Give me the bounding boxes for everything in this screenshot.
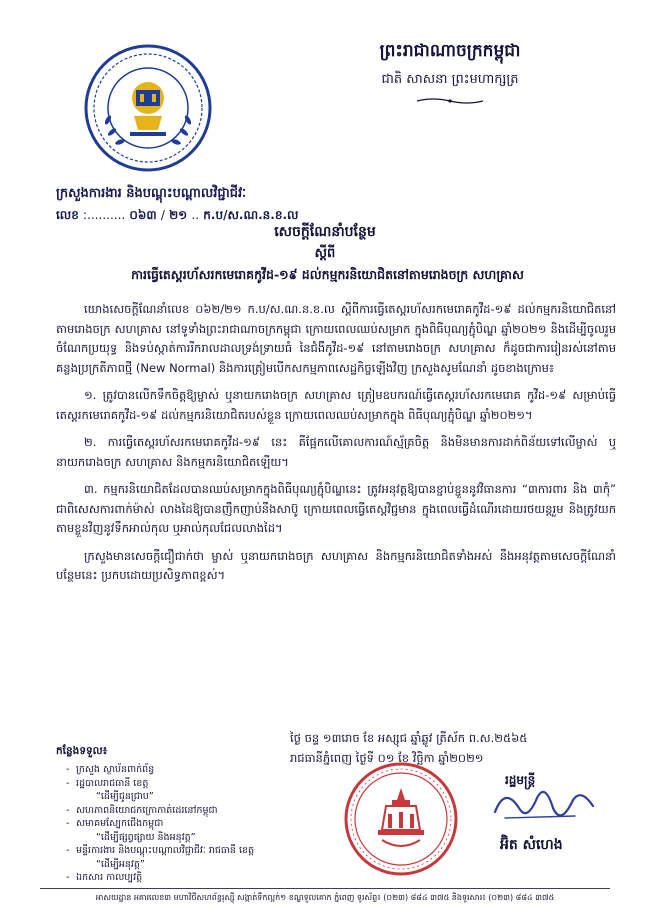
recipients-list — [56, 745, 271, 885]
body-point-3: ៣. កម្មករនិយោជិតដែលបានឈប់សម្រាកក្នុងពិធីបុណ្យភ្ជុំបិណ្ឌនេះ ត្រូវអនុវត្តឱ្យបានខ្ជាប់ខ្ជួននូវវិធានការ “៣ការពារ និង ៣កុំ” ជាពិសេសការពាក់ម៉ាស់ លាងដៃឱ្យបានញឹកញាប់នឹងសាប៊ូ ក្រោយពេលធ្វើតេស្តវិជ្ជមាន ក្នុងពេលធ្វើដំណើរដោយរថយន្តរួម និងត្រូវយកតាមខ្លួនវិញនូវទឹកអាល់កុល ឬអាល់កុលជែលលាងដៃ។ — [56, 482, 616, 535]
ref-year: ២១ — [169, 208, 188, 222]
body-intro: យោងសេចក្តីណែនាំលេខ ០៦២/២១ ក.ប/ស.ណ.ន.ខ.ល ស្តីពីការធ្វើតេស្តរហ័សរកមេរោគកូវីដ-១៩ ដល់កម្មករនិយោជិតនៅតាមរោងចក្រ សហគ្រាស នៅទូទាំងព្រះរាជាណាចក្រកម្ពុជា ក្រោយពេលឈប់សម្រាក ក្នុងពិធីបុណ្យភ្ជុំបិណ្ឌ ឆ្នាំ២០២១ និងដើម្បីចូលរួមចំណែកប្រយុទ្ធ និងទប់ស្កាត់ការរីករាលដាលទ្រង់ទ្រាយធំ នៃជំងឺកូវីដ-១៩ នៅតាមរោងចក្រ សហគ្រាស ក៏ដូចជាការរៀនរស់នៅតាមគន្លងប្រក្រតីភាពថ្មី (New Normal) និងការត្រៀមបើកសកម្មភាពសេដ្ឋកិច្ចឡើងវិញ ក្រសួងសូមណែនាំ ដូចខាងក្រោម៖ — [56, 302, 616, 375]
list-item: - មន្ទីរការងារ និងបណ្តុះបណ្តាលវិជ្ជាជីវៈ រាជធានី ខេត្ត “ដើម្បីអនុវត្ត” — [66, 845, 255, 870]
list-item: - សមាគមស្បែកជើងកម្ពុជា “ដើម្បីផ្សព្វផ្សាយ និងអនុវត្ត” — [66, 818, 196, 843]
ornament-divider-icon — [415, 97, 485, 105]
ref-label: លេខ — [56, 208, 79, 222]
body-point-1: ១. ត្រូវបានលើកទឹកចិត្តឱ្យម្ចាស់ ឬនាយករោងចក្រ សហគ្រាស ត្រៀមឧបករណ៍ធ្វើតេស្តរហ័សរកមេរោគ កូវីដ-១៩ សម្រាប់ធ្វើតេស្តរកមេរោគកូវីដ-១៩ ដល់កម្មករនិយោជិតរបស់ខ្លួន ក្រោយពេលឈប់សម្រាកក្នុង ពិធីបុណ្យភ្ជុំបិណ្ឌ ឆ្នាំ២០២១។ — [56, 388, 616, 422]
national-motto: ជាតិ សាសនា ព្រះមហាក្សត្រ — [381, 72, 519, 87]
ref-suffix: ក.ប/ស.ណ.ន.ខ.ល — [203, 208, 299, 222]
ministry-name: ក្រសួងការងារ និងបណ្តុះបណ្តាលវិជ្ជាជីវៈ — [56, 186, 247, 201]
signer-title: រដ្ឋមន្ត្រី — [505, 773, 536, 787]
body-point-2: ២. ការធ្វើតេស្តរហ័សរកមេរោគកូវីដ-១៩ នេះ គឺផ្អែកលើគោលការណ៍ស្ម័គ្រចិត្ត និងមិនមានការដាក់ពិន័យទៅលើម្ចាស់ ឬនាយករោងចក្រ សហគ្រាស និងកម្មករនិយោជិតឡើយ។ — [56, 435, 616, 469]
body-closing: ក្រសួងមានសេចក្តីជឿជាក់ថា ម្ចាស់ ឬនាយករោងចក្រ សហគ្រាស និងកម្មករនិយោជិតទាំងអស់ នឹងអនុវត្តតាមសេចក្តីណែនាំបន្ថែមនេះ ប្រកបដោយប្រសិទ្ធភាពខ្ពស់។ — [56, 548, 616, 582]
list-item: - សហភាពនិយោជកក្រោកាត់ដេរនៅកម្ពុជា — [66, 804, 218, 816]
list-item: - ក្រសួង ស្ថាប័នពាក់ព័ន្ធ — [66, 764, 155, 775]
list-item: - រដ្ឋបាលរាជធានី ខេត្ត “ដើម្បីជូនជ្រាប” — [66, 777, 154, 802]
ref-number: ០៦៣ — [129, 208, 157, 222]
official-stamp-icon — [342, 760, 460, 878]
document-type: សេចក្តីណែនាំបន្ថែម — [274, 224, 376, 240]
document-subject: ការធ្វើតេស្តរហ័សរកមេរោគកូវីដ-១៩ ដល់កម្មករនិយោជិតនៅតាមរោងចក្រ សហគ្រាស — [131, 267, 524, 282]
document-about: ស្តីពី — [314, 246, 336, 261]
kingdom-header — [300, 40, 600, 109]
list-item: - ឯកសារ កាលប្បវត្តិ — [66, 872, 143, 883]
solar-date: រាជធានីភ្នំពេញ ថ្ងៃទី ០១ ខែ វិច្ឆិកា ឆ្នាំ២០២១ — [290, 751, 484, 765]
footer-divider — [40, 888, 610, 889]
lunar-date: ថ្ងៃ ចន្ទ ១៣រោច ខែ អស្សុជ ឆ្នាំឆ្លូវ ត្រីស័ក ព.ស.២៥៦៥ — [290, 731, 528, 745]
reference-number: លេខ :.......... ០៦៣ / ២១ .. ក.ប/ស.ណ.ន.ខ.ល — [56, 208, 299, 222]
footer-address: អាសយដ្ឋាន អគារលេខ៣ មហាវិថីសហព័ន្ធរុស្ស៊ី សង្កាត់ទឹកល្អក់១ ខណ្ឌទួលគោក ភ្នំពេញ ទូរស័ព្ទ៖ (០២៣) ៨៨៤ ៣៧៥ និងទូរសារ៖ (០២៣) ៨៨៤ ៣៧៥ — [95, 893, 555, 902]
signer-name: អ៊ិត សំហេង — [500, 837, 563, 853]
ministry-seal-icon — [78, 38, 218, 178]
kingdom-title: ព្រះរាជាណាចក្រកម្ពុជា — [379, 41, 521, 61]
document-body — [56, 300, 616, 594]
recipients-heading: កន្លែងទទួល៖ — [56, 745, 108, 757]
handwritten-signature-icon — [475, 778, 605, 830]
